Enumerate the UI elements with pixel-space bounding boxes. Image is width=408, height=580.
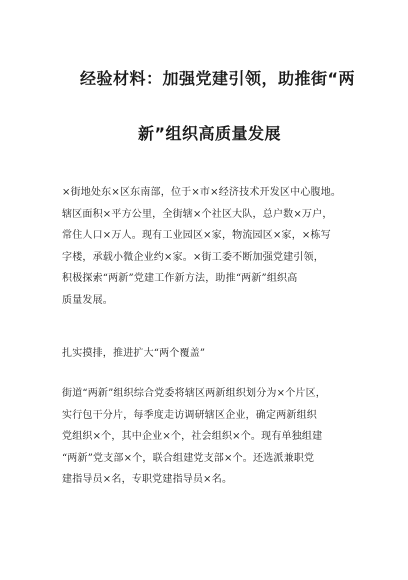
section-heading — [62, 343, 362, 365]
paragraph-line: 街道“两新”组织综合党委将辖区两新组织划分为×个片区， — [62, 388, 327, 399]
paragraph-line: ×街地处东×区东南部，位于×市×经济技术开发区中心腹地。 — [62, 187, 342, 198]
paragraph-line: 党组织×个，其中企业×个，社会组织×个。现有单独组建 — [62, 431, 323, 442]
intro-paragraph — [62, 182, 362, 311]
document-title-line-2: 新”组织高质量发展 — [138, 124, 282, 143]
paragraph-line: “两新”党支部×个，联合组建党支部×个。还选派兼职党 — [62, 452, 315, 464]
section-heading-text: 扎实摸排，推进扩大“两个覆盖” — [62, 348, 206, 359]
paragraph-line: 实行包干分片，每季度走访调研辖区企业，确定两新组织 — [62, 409, 317, 421]
paragraph-line: 建指导员×名，专职党建指导员×名。 — [62, 474, 233, 485]
paragraph-line: 常住人口×万人。现有工业园区×家，物流园区×家，×栋写 — [62, 230, 331, 241]
paragraph-line: 质量发展。 — [62, 294, 113, 306]
document-title-line-1: 经验材料：加强党建引领，助推街“两 — [80, 69, 356, 88]
paragraph-line: 辖区面积×平方公里，全街辖×个社区大队，总户数×万户， — [62, 208, 333, 220]
paragraph-line: 字楼，承载小微企业约×家。×街工委不断加强党建引领， — [62, 251, 324, 263]
body-paragraph — [62, 383, 362, 491]
paragraph-line: 积极探索“两新”党建工作新方法，助推“两新”组织高 — [62, 273, 298, 284]
